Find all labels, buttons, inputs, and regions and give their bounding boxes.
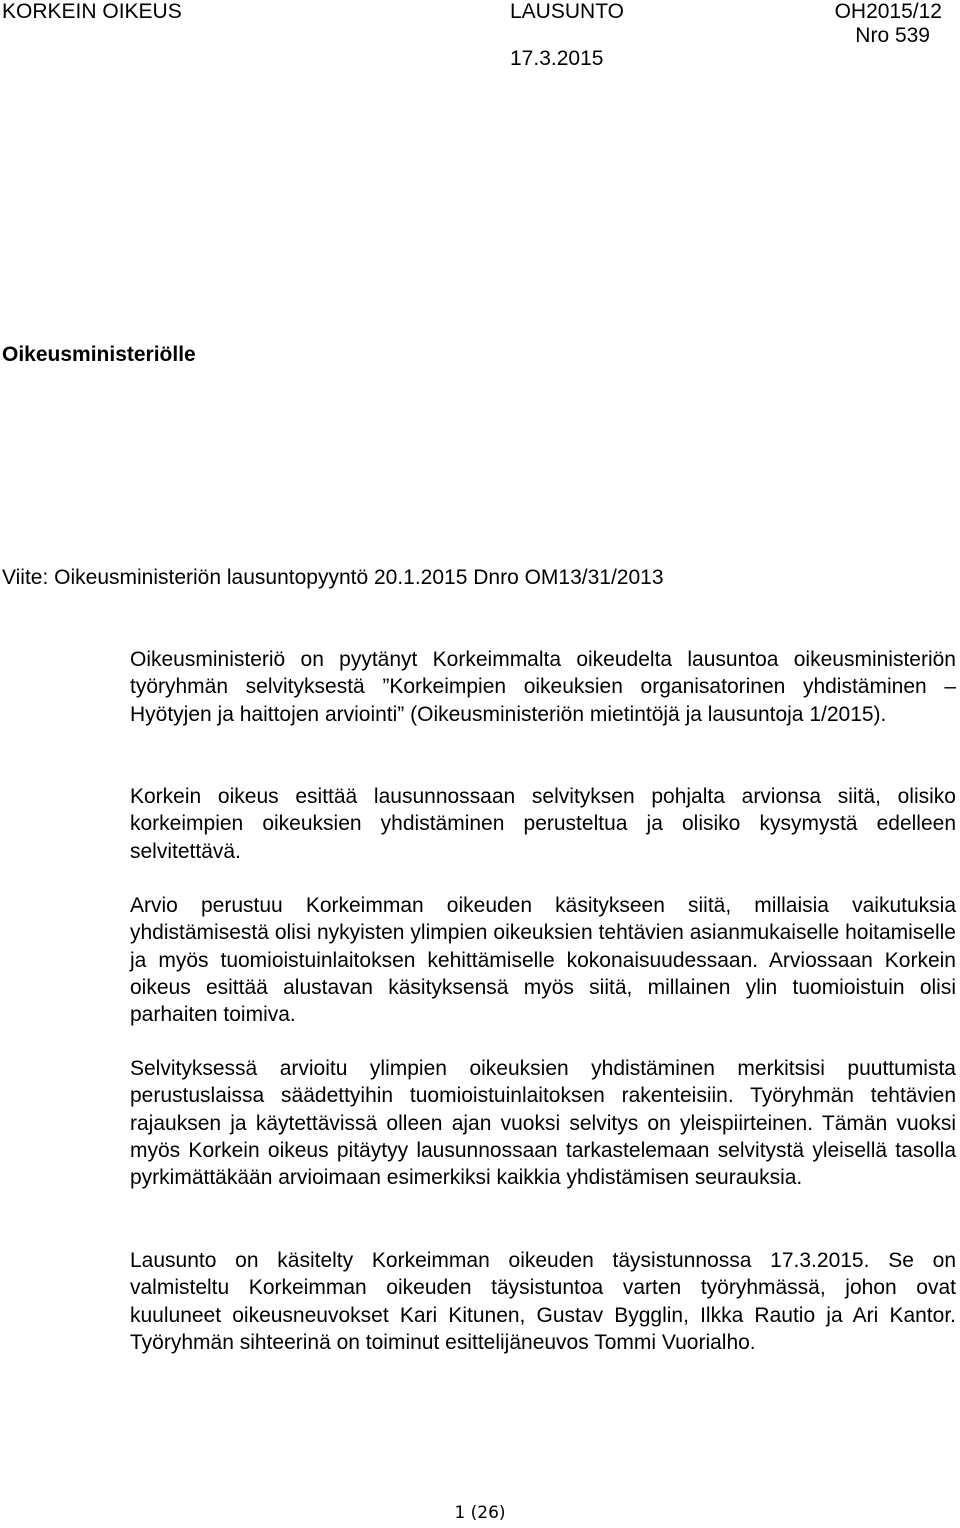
- header-document-type: LAUSUNTO: [510, 0, 624, 23]
- recipient: Oikeusministeriölle: [2, 343, 196, 366]
- body-paragraph: Selvityksessä arvioitu ylimpien oikeuksien yhdistäminen merkitsisi puuttumista perustuslaissa säädettyihin tuomioistuinlaitoksen rakenteisiin. Työryhmän tehtävien rajauksen ja käytettävissä olleen ajan vuoksi selvitys on yleispiirteinen. Tämän vuoksi myös Korkein oikeus pitäytyy lausunnossaan tarkastelemaan selvitystä yleisellä tasolla pyrkimättäkään arvioimaan esimerkiksi kaikkia yhdistämisen seurauksia.: [130, 1057, 956, 1190]
- header-date: 17.3.2015: [510, 47, 604, 70]
- body-paragraph: Korkein oikeus esittää lausunnossaan selvityksen pohjalta arvionsa siitä, olisiko korkeimpien oikeuksien yhdistäminen perusteltua ja olisiko kysymystä edelleen selvitettävä.: [130, 785, 956, 863]
- reference-line: Viite: Oikeusministeriön lausuntopyyntö 20.1.2015 Dnro OM13/31/2013: [2, 566, 664, 589]
- header-case-number: OH2015/12: [834, 0, 942, 23]
- header-organization: KORKEIN OIKEUS: [2, 0, 182, 23]
- page-number: 1 (26): [454, 1503, 506, 1523]
- body-paragraph: Lausunto on käsitelty Korkeimman oikeuden täysistunnossa 17.3.2015. Se on valmisteltu Korkeimman oikeuden täysistuntoa varten työryhmässä, johon ovat kuuluneet oikeusneuvokset Kari Kitunen, Gustav Bygglin, Ilkka Rautio ja Ari Kantor. Työryhmän sihteerinä on toiminut esittelijäneuvos Tommi Vuorialho.: [130, 1249, 956, 1354]
- body-paragraph: Arvio perustuu Korkeimman oikeuden käsitykseen siitä, millaisia vaikutuksia yhdistämisestä olisi nykyisten ylimpien oikeuksien tehtävien asianmukaiselle hoitamiselle ja myös tuomioistuinlaitoksen kehittämiselle kokonaisuudessaan. Arviossaan Korkein oikeus esittää alustavan käsityksensä myös siitä, millainen ylin tuomioistuin olisi parhaiten toimiva.: [130, 894, 956, 1027]
- header-register-number: Nro 539: [855, 24, 930, 47]
- body-paragraph: Oikeusministeriö on pyytänyt Korkeimmalta oikeudelta lausuntoa oikeusministeriön työryhmän selvityksestä ”Korkeimpien oikeuksien organisatorinen yhdistäminen – Hyötyjen ja haittojen arviointi” (Oikeusministeriön mietintöjä ja lausuntoja 1/2015).: [130, 648, 956, 726]
